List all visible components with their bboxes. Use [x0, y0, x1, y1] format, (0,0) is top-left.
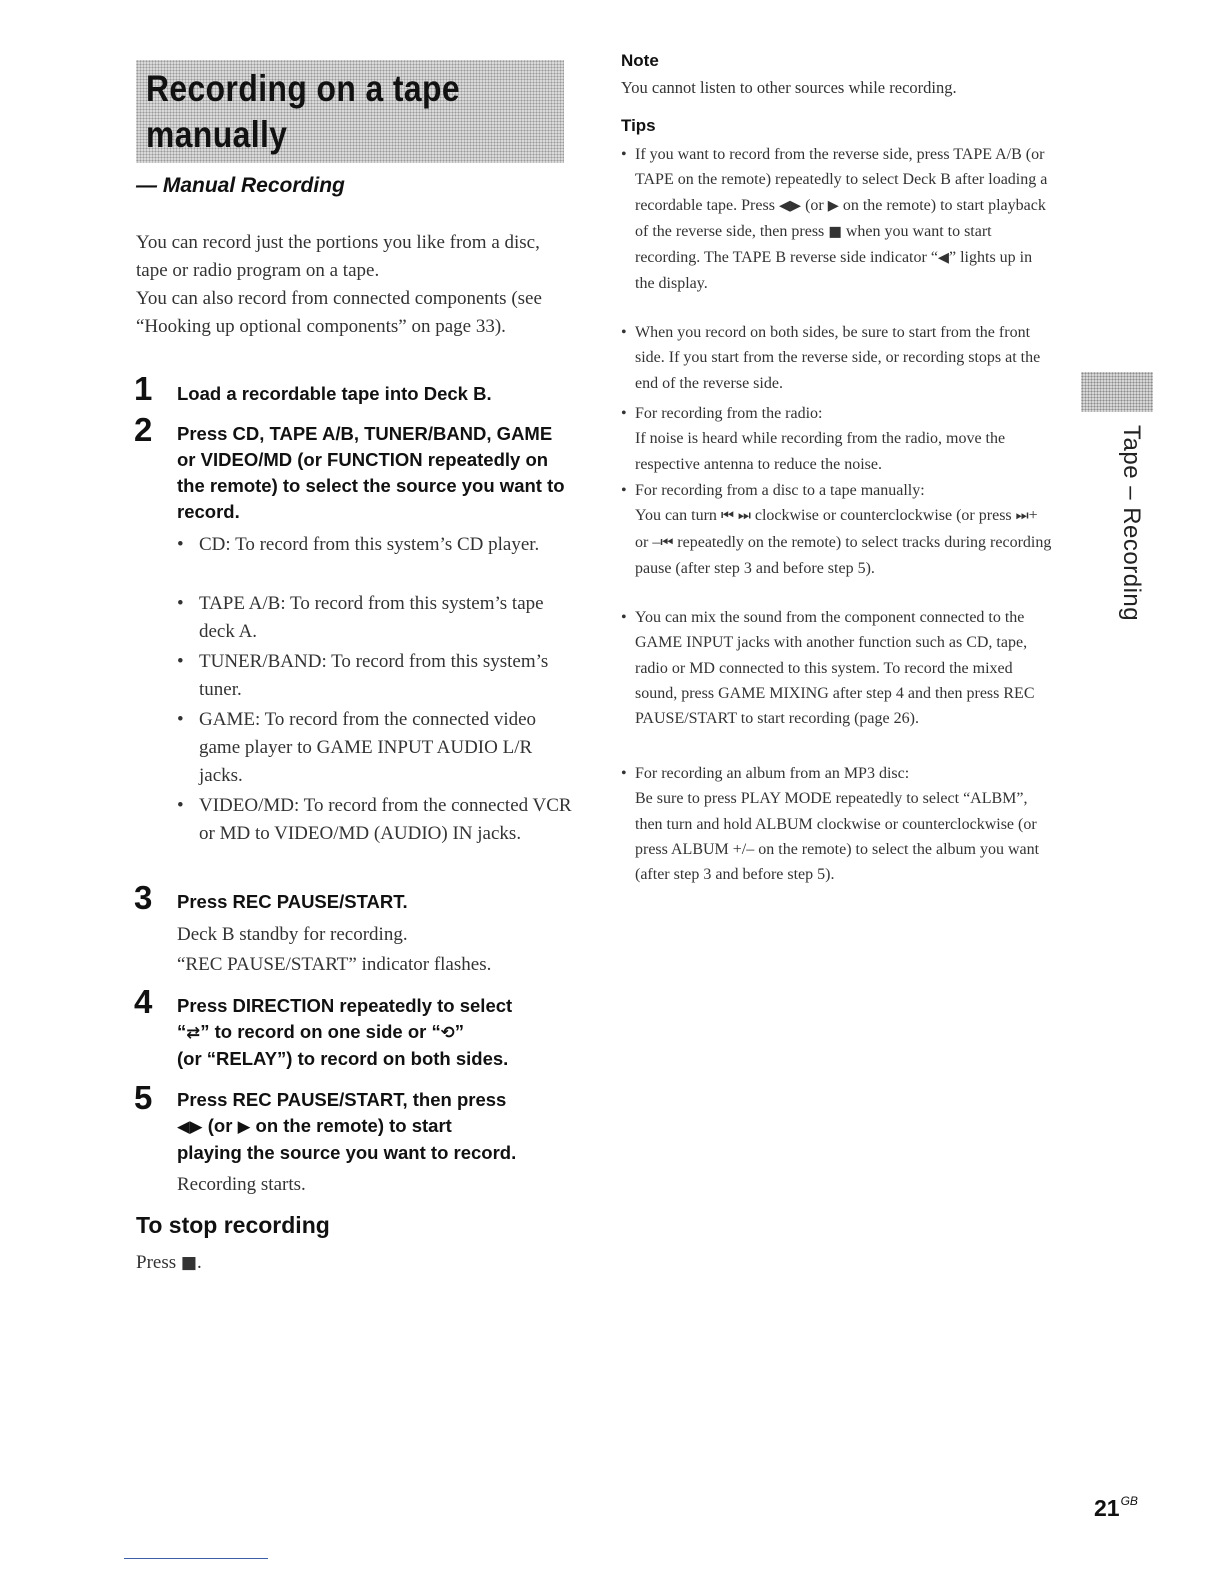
- bullet-dot-icon: •: [621, 146, 627, 163]
- bullet-dot-icon: •: [177, 534, 184, 555]
- stop-icon: ■: [828, 223, 842, 240]
- bullet-dot-icon: •: [177, 651, 184, 672]
- step-2-bullet: [177, 590, 572, 646]
- step-number-3: 3: [134, 879, 153, 916]
- stop-recording-body: [136, 1252, 202, 1274]
- page-number-value: 21: [1094, 1495, 1120, 1521]
- reverse-indicator-icon: ◀: [937, 250, 949, 267]
- step-3-body-2: “REC PAUSE/START” indicator flashes.: [177, 954, 492, 975]
- bullet-text: VIDEO/MD: To record from the connected VCR or MD to VIDEO/MD (AUDIO) IN jacks.: [199, 795, 572, 844]
- step-4-line-1: Press DIRECTION repeatedly to select: [177, 995, 513, 1016]
- step-number-5: 5: [134, 1079, 153, 1116]
- tips-heading: Tips: [621, 116, 656, 135]
- stop-recording-heading: To stop recording: [136, 1212, 330, 1238]
- tip-4-text-e: repeatedly on the remote) to select tracks during recording pause (after step 3 and before step 5).: [635, 533, 1052, 577]
- section-tab-label: Tape – Recording: [1118, 425, 1145, 622]
- step-2-bullet: [177, 706, 572, 790]
- bullet-text: TUNER/BAND: To record from this system’s tuner.: [199, 651, 549, 700]
- bullet-dot-icon: •: [621, 765, 627, 782]
- bullet-text: TAPE A/B: To record from this system’s tape deck A.: [199, 593, 544, 642]
- stop-period: .: [197, 1252, 202, 1273]
- footer-rule: [124, 1558, 268, 1559]
- play-icon: ◀▶: [177, 1117, 203, 1136]
- step-text-3: Press REC PAUSE/START.: [177, 891, 408, 912]
- previous-track-icon: ⏮: [720, 508, 734, 525]
- intro-paragraph-1: You can record just the portions you like from a disc, tape or radio program on a tape.: [136, 232, 540, 281]
- tip-item: [621, 761, 1053, 887]
- step-5-line-3: playing the source you want to record.: [177, 1142, 517, 1163]
- tip-6-text-b: Be sure to press PLAY MODE repeatedly to select “ALBM”, then turn and hold ALBUM clockwise or counterclockwise (or press ALBUM +/– on the remote) to select the album you want (after step 3 and before step 5).: [635, 790, 1040, 884]
- section-tab-marker: [1081, 372, 1153, 412]
- tip-3-text-a: For recording from the radio:: [635, 405, 823, 422]
- bullet-text: CD: To record from this system’s CD player.: [199, 534, 540, 555]
- bullet-dot-icon: •: [621, 405, 627, 422]
- tip-3-text-b: If noise is heard while recording from the radio, move the respective antenna to reduce the noise.: [635, 430, 1006, 473]
- bullet-dot-icon: •: [177, 709, 184, 730]
- tip-item: [621, 401, 1053, 477]
- intro-paragraph-2: You can also record from connected components (see “Hooking up optional components” on page 33).: [136, 288, 542, 337]
- step-4-line-3: (or “RELAY”) to record on both sides.: [177, 1048, 509, 1069]
- tip-2-text: When you record on both sides, be sure to start from the front side. If you start from the reverse side, or recording stops at the end of the reverse side.: [635, 324, 1041, 392]
- step-number-4: 4: [134, 983, 153, 1020]
- bullet-text: GAME: To record from the connected video game player to GAME INPUT AUDIO L/R jacks.: [199, 709, 537, 786]
- play-icon: ◀▶: [778, 197, 802, 214]
- step-text-2: Press CD, TAPE A/B, TUNER/BAND, GAME or VIDEO/MD (or FUNCTION repeatedly on the remote) to select the source you want to record.: [177, 423, 565, 522]
- tip-4-text-d: + or –: [635, 507, 1038, 551]
- next-track-icon: ⏭: [737, 508, 751, 525]
- step-2-bullet: [177, 531, 572, 559]
- step-2-bullet: [177, 792, 572, 848]
- step-5-line-2a: (or: [207, 1115, 233, 1136]
- stop-press-text: Press: [136, 1252, 177, 1273]
- step-number-2: 2: [134, 411, 153, 448]
- bullet-dot-icon: •: [177, 795, 184, 816]
- tip-1-text-c: on the remote) to start playback of the reverse side, then press: [635, 196, 1046, 240]
- step-4-quote: “: [177, 1021, 187, 1042]
- step-text-4: [177, 993, 572, 1072]
- tip-item: [621, 320, 1053, 396]
- step-text-5: [177, 1087, 572, 1166]
- page-number: [1094, 1494, 1138, 1522]
- tip-1-text-e: ” lights up in the display.: [635, 249, 1033, 293]
- step-5-body: Recording starts.: [177, 1174, 306, 1195]
- tip-1-text-a: If you want to record from the reverse side, press TAPE A/B (or TAPE on the remote) repeatedly to select Deck B after loading a recordable tape. Press: [635, 146, 1048, 214]
- tip-6-text-a: For recording an album from an MP3 disc:: [635, 765, 910, 782]
- tip-1-text-d: when you want to start recording. The TAPE B reverse side indicator “: [635, 222, 992, 267]
- previous-track-icon: ⏮: [660, 534, 674, 551]
- one-side-direction-icon: ⇄: [186, 1023, 201, 1042]
- tip-item: [621, 478, 1053, 581]
- page-subtitle: — Manual Recording: [136, 174, 345, 197]
- page-title-line-1: Recording on a tape: [146, 68, 461, 109]
- step-4-quote-close: ”: [454, 1021, 464, 1042]
- both-sides-direction-icon: ⟲: [440, 1023, 455, 1042]
- stop-icon: ■: [180, 1253, 198, 1273]
- title-banner: [136, 60, 564, 163]
- step-5-line-2b: on the remote) to start: [255, 1115, 452, 1136]
- remote-play-icon: ▶: [237, 1117, 251, 1136]
- step-3-body-1: Deck B standby for recording.: [177, 924, 408, 945]
- bullet-dot-icon: •: [621, 609, 627, 626]
- step-number-1: 1: [134, 370, 153, 407]
- tip-4-text-b: You can turn: [635, 507, 717, 525]
- note-heading: Note: [621, 51, 659, 70]
- bullet-dot-icon: •: [621, 482, 627, 499]
- step-4-line-2: ” to record on one side or “: [200, 1021, 441, 1042]
- next-track-icon: ⏭: [1015, 508, 1029, 525]
- tip-4-text-c: clockwise or counterclockwise (or press: [754, 507, 1012, 525]
- step-5-line-1: Press REC PAUSE/START, then press: [177, 1089, 507, 1110]
- step-text-1: Load a recordable tape into Deck B.: [177, 383, 492, 404]
- note-text: You cannot listen to other sources while recording.: [621, 78, 957, 97]
- tip-1-text-b: (or: [805, 196, 824, 214]
- step-2-bullet: [177, 648, 572, 704]
- remote-play-icon: ▶: [827, 197, 839, 214]
- bullet-dot-icon: •: [621, 324, 627, 341]
- tip-item: [621, 605, 1053, 731]
- tip-4-text-a: For recording from a disc to a tape manually:: [635, 482, 925, 499]
- bullet-dot-icon: •: [177, 593, 184, 614]
- page-title-line-2: manually: [146, 114, 288, 155]
- page-number-suffix: GB: [1120, 1494, 1138, 1508]
- tip-5-text: You can mix the sound from the component connected to the GAME INPUT jacks with another function such as CD, tape, radio or MD connected to this system. To record the mixed sound, press GAME MIXING after step 4 and then press REC PAUSE/START to start recording (page 26).: [635, 609, 1035, 728]
- tip-item: [621, 142, 1053, 297]
